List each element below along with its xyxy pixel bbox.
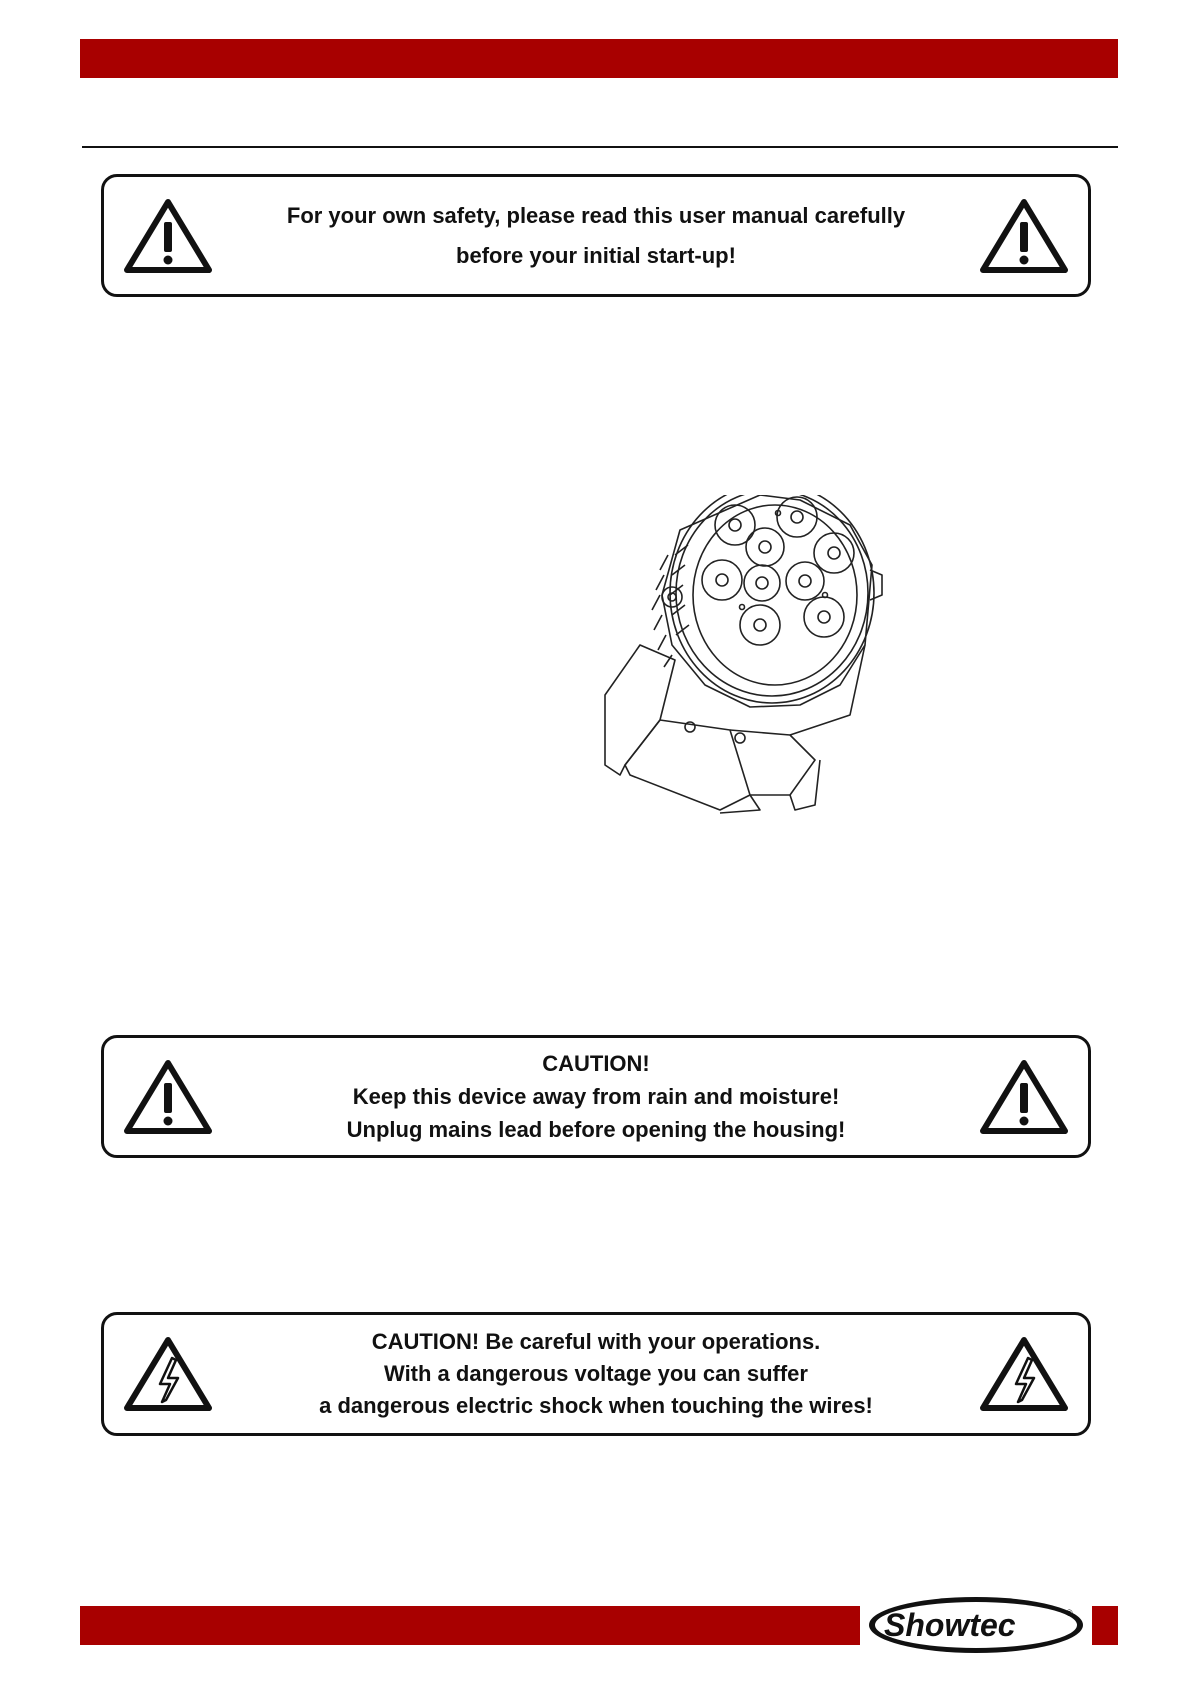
logo-text: Showtec [884, 1607, 1016, 1643]
high-voltage-icon [122, 1334, 214, 1414]
moisture-caution-notice [101, 1035, 1091, 1158]
par-fixture-illustration [600, 495, 900, 815]
moisture-caution-line-1: CAUTION! [542, 1051, 650, 1076]
showtec-logo [866, 1594, 1086, 1656]
warning-triangle-icon [122, 196, 214, 276]
logo-registered-mark: ® [1066, 1608, 1073, 1618]
voltage-caution-line-1: CAUTION! Be careful with your operations. [371, 1329, 821, 1354]
voltage-caution-line-3: a dangerous electric shock when touching the wires! [319, 1393, 873, 1418]
footer-bar [80, 1606, 860, 1645]
warning-triangle-icon [978, 196, 1070, 276]
voltage-caution-line-2: With a dangerous voltage you can suffer [384, 1361, 808, 1386]
safety-notice [101, 174, 1091, 297]
warning-triangle-icon [978, 1057, 1070, 1137]
moisture-caution-text [214, 1047, 978, 1146]
footer-bar-end [1092, 1606, 1118, 1645]
voltage-caution-text [214, 1326, 978, 1422]
high-voltage-icon [978, 1334, 1070, 1414]
safety-notice-text [214, 196, 978, 276]
safety-notice-line-2: before your initial start-up! [456, 242, 736, 268]
warning-triangle-icon [122, 1057, 214, 1137]
voltage-caution-notice [101, 1312, 1091, 1436]
safety-notice-line-1: For your own safety, please read this user manual carefully [286, 202, 906, 228]
header-bar [80, 39, 1118, 78]
moisture-caution-line-2: Keep this device away from rain and moisture! [352, 1084, 840, 1109]
moisture-caution-line-3: Unplug mains lead before opening the housing! [346, 1117, 846, 1142]
header-rule [82, 146, 1118, 148]
